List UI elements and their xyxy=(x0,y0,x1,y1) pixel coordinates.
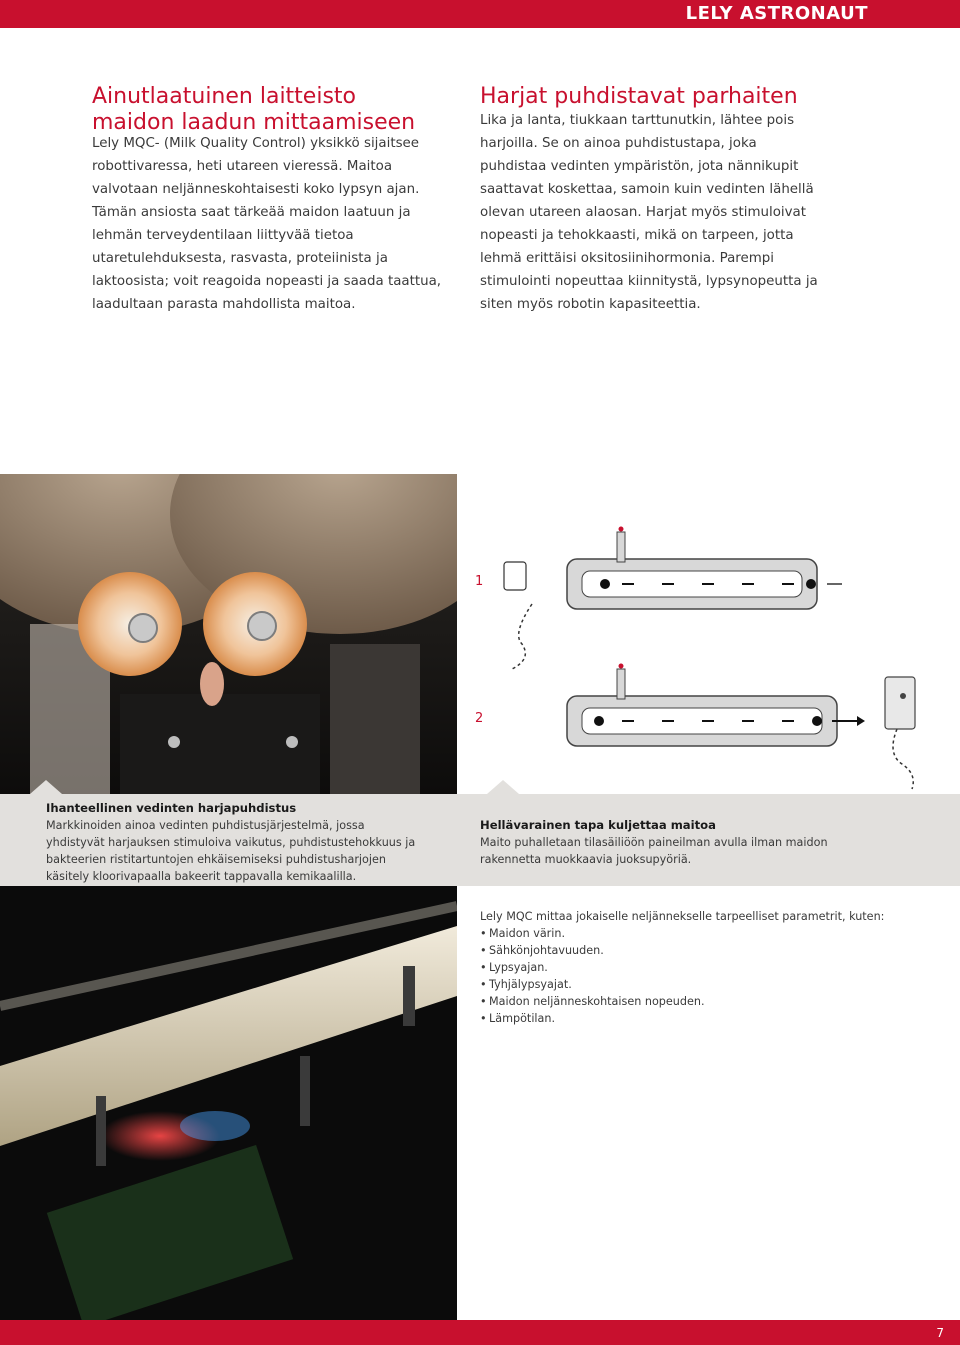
caption-notch xyxy=(30,780,62,794)
right-heading: Harjat puhdistavat parhaiten xyxy=(480,84,798,109)
params-list xyxy=(480,925,920,1027)
diagram-label-1: 1 xyxy=(475,574,484,589)
caption-left xyxy=(0,794,457,886)
right-body: harjoilla. Se on ainoa puhdistustapa, joka puhdistaa vedinten ympäristön, jota nännikupit saattavat koskettaa, samoin kuin vedinten lähellä olevan utareen alaosan. Harjat myös stimuloivat nopeasti ja tehokkaasti, mikä on tarpeen, jotta lehmä erittäisi oksitosiinihormonia. Parempi stimulointi nopeuttaa kiinnitystä, lypsynopeutta ja siten myös robotin kapasiteettia. xyxy=(480,136,818,312)
params-list-item: • Maidon värin. xyxy=(480,925,920,942)
diagram-label-2: 2 xyxy=(475,711,484,726)
caption-left-title: Ihanteellinen vedinten harjapuhdistus xyxy=(46,801,297,815)
caption-notch xyxy=(487,780,519,794)
right-subtitle: Lika ja lanta, tiukkaan tarttunutkin, lähtee pois xyxy=(480,113,795,128)
params-list-item: • Maidon neljänneskohtaisen nopeuden. xyxy=(480,993,920,1010)
left-body: Lely MQC- (Milk Quality Control) yksikkö sijaitsee robottivaressa, heti utareen vieressä. Maitoa valvotaan neljänneskohtaisesti koko lypsyn ajan. Tämän ansiosta saat tärkeää maidon laatuun ja lehmän terveydentilaan liittyvää tietoa utaretulehduksesta, rasvasta, proteiinista ja laktoosista; voit reagoida nopeasti ja saada taattua, laadultaan parasta mahdollista maitoa. xyxy=(92,136,442,312)
params-list-item: • Lämpötilan. xyxy=(480,1010,920,1027)
milk-transport-diagram xyxy=(457,474,960,794)
caption-right xyxy=(457,794,960,886)
caption-right-title: Hellävarainen tapa kuljettaa maitoa xyxy=(480,818,716,832)
teat-brush-photo xyxy=(0,474,457,794)
transport-tubes-graphic xyxy=(457,474,960,794)
params-list-item: • Sähkönjohtavuuden. xyxy=(480,942,920,959)
header-bar xyxy=(0,0,960,28)
mqc-unit-photo xyxy=(0,886,457,1320)
params-list-item: • Lypsyajan. xyxy=(480,959,920,976)
left-heading: Ainutlaatuinen laitteisto maidon laadun mittaamiseen xyxy=(92,84,416,135)
params-list-item: • Tyhjälypsyajat. xyxy=(480,976,920,993)
caption-left-body: Markkinoiden ainoa vedinten puhdistusjärjestelmä, jossa yhdistyvät harjauksen stimuloiva vaikutus, puhdistustehokkuus ja bakteerien ristitartuntojen ehkäisemiseksi puhdistusharjojen käsitely kloorivapaalla bakeerit tappavalla kemikaalilla. xyxy=(46,819,416,883)
brand-title: LELY ASTRONAUT xyxy=(685,3,868,24)
page-number: 7 xyxy=(936,1326,944,1340)
params-intro: Lely MQC mittaa jokaiselle neljännekselle tarpeelliset parametrit, kuten: xyxy=(480,910,885,923)
caption-right-body: Maito puhalletaan tilasäiliöön paineilman avulla ilman maidon rakennetta muokkaavia juoksupyöriä. xyxy=(480,836,828,866)
mqc-parameters xyxy=(480,908,920,1027)
footer-bar xyxy=(0,1320,960,1345)
